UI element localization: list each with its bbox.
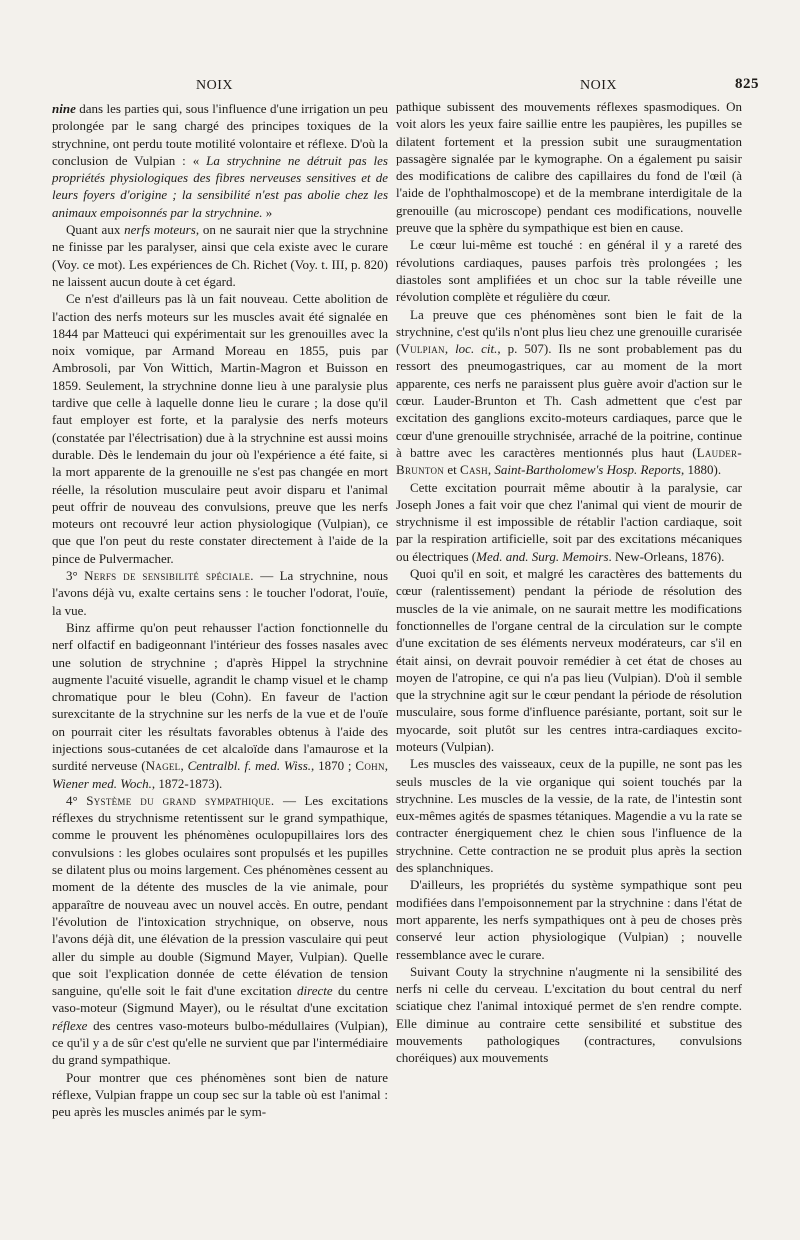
paragraph: Pour montrer que ces phénomènes sont bien de nature réflexe, Vulpian frappe un coup sec sur la table où est l'animal : peu après les muscles animés par le sym- bbox=[52, 1069, 388, 1120]
paragraph: Quant aux nerfs moteurs, on ne saurait nier que la strychnine ne finisse par les paralyser, ainsi que cela existe avec le curare (Voy. ce mot). Les expériences de Ch. Richet (Voy. t. III, p. 820) ne laissent aucun doute à cet égard. bbox=[52, 222, 389, 289]
paragraph: Quoi qu'il en soit, et malgré les caractères des battements du cœur (ralentissement) pendant la période de résolution des muscles de la vie animale, on ne saurait mettre les modifications fonctionnelles de l'organe central de la circulation sur le compte d'une excitation de ses éléments nerveux modérateurs, car s'il en était ainsi, on devrait pouvoir remédier à cet état de choses au moyen de l'atropine, ce qui n'a pas lieu (Vulpian). D'où il semble que la strychnine agit sur le cœur pendant la période de résolution musculaire, sous forme d'influence parésiante, portant, soit sur le myocarde, soit plutôt sur les centres intra-cardiaques excito-moteurs (Vulpian). bbox=[396, 566, 742, 754]
paragraph: Ce n'est d'ailleurs pas là un fait nouveau. Cette abolition de l'action des nerfs moteurs sur les muscles avait été signalée en 1844 par Matteuci qui expérimentait sur les grenouilles avec la noix vomique, par Armand Moreau en 1855, puis par Ambrosoli, par Von Wittich, Martin-Magron et Buisson en 1859. Seulement, la strychnine donne lieu à une paralysie plus tardive que celle à laquelle donne lieu le curare ; la dose qu'il faut employer est forte, et la paralysie des nerfs moteurs (constatée par l'électrisation) due à la strychnine est aussi moins durable. Dès le lendemain du jour où l'expérience a été faite, si la mort apparente de la grenouille ne s'est pas changée en mort réelle, la résolution musculaire peut avoir disparu et l'animal peut offrir de nouveau des convulsions, preuve que les nerfs moteurs ont recouvré leur action physiologique (Vulpian), ce que que l'on peut du reste constater directement à l'aide de la pince de Pulvermacher. bbox=[52, 291, 388, 566]
running-title-right: NOIX bbox=[580, 78, 617, 93]
paragraph: pathique subissent des mouvements réflexes spasmodiques. On voit alors les yeux faire saillie entre les paupières, les pupilles se dilatent fortement et la pression subit une suraugmentation passagère signalée par le kymographe. On a également pu saisir des modifications de calibre des capillaires du fond de l'œil (à l'aide de l'ophthalmoscope) et de la membrane interdigitale de la grenouille (au microscope) pendant ces modifications, nouvelle preuve que la sphère du sympathique est bien en cause. bbox=[396, 99, 742, 236]
page-number: 825 bbox=[735, 76, 759, 92]
running-title-left: NOIX bbox=[196, 78, 233, 93]
paragraph: Suivant Couty la strychnine n'augmente ni la sensibilité des nerfs ni celle du cerveau. L'excitation du bout central du nerf sciatique chez l'animal intoxiqué permet de s'en rendre compte. Elle diminue au contraire cette sensibilité et substitue des mouvements pathologiques (contractures, convulsions choréiques) aux mouvements bbox=[396, 963, 742, 1066]
paragraph: Cette excitation pourrait même aboutir à la paralysie, car Joseph Jones a fait voir que chez l'animal qui vient de mourir de strychnisme il est impossible de rétablir l'action cardiaque, soit par la respiration artificielle, soit par des excitations mécaniques ou électriques (Med. and. Surg. Memoirs. New-Orleans, 1876). bbox=[396, 479, 742, 564]
paragraph: nine dans les parties qui, sous l'influence d'une irrigation un peu prolongée par le sang chargé des principes toxiques de la strychnine, ont perdu toute motilité volontaire et réflexe. D'où la conclusion de Vulpian : « La strychnine ne détruit pas les propriétés physiologiques des fibres nerveuses sensitives et de leurs foyers d'origine ; la sensibilité n'est pas abolie chez les animaux empoisonnés par la strychnine. » bbox=[52, 101, 388, 220]
paragraph: 3° Nerfs de sensibilité spéciale. — La strychnine, nous l'avons déjà vu, exalte certains sens : le toucher l'odorat, l'ouïe, la vue. bbox=[52, 568, 388, 618]
paragraph: Le cœur lui-même est touché : en général il y a rareté des révolutions cardiaques, pauses parfois très prolongées ; les diastoles sont amplifiées et un choc sur la table réveille une révolution complète et régulière du cœur. bbox=[396, 237, 742, 305]
paragraph: D'ailleurs, les propriétés du système sympathique sont peu modifiées dans l'empoisonnement par la strychnine : dans l'état de mort apparente, les nerfs sympathiques ont à peu de choses près conservé leur action physiologique (Vulpian) ; nouvelle ressemblance avec le curare. bbox=[396, 877, 742, 962]
running-head bbox=[0, 78, 800, 100]
left-column bbox=[52, 100, 388, 1121]
paragraph: 4° Système du grand sympathique. — Les excitations réflexes du strychnisme retentissent sur le grand sympathique, comme le prouvent les phénomènes oculopupillaires lors des convulsions : les globes oculaires sont propulsés et les pupilles se dilatent plus ou moins largement. Ces phénomènes cessent au moment de la détente des muscles de la vie animale, pour apparaître de nouveau avec un nouvel accès. En outre, pendant l'évolution de l'intoxication strychnique, on observe, nous l'avons déjà dit, une élévation de la pression vasculaire qui peut aller du simple au double (Sigmund Mayer, Vulpian). Quelle que soit l'explication donnée de cette élévation de tension sanguine, qu'elle soit le fait d'une excitation directe du centre vaso-moteur (Sigmund Mayer), ou le résultat d'une excitation réflexe des centres vaso-moteurs bulbo-médullaires (Vulpian), ce qu'il y a de sûr c'est qu'elle ne survient que par l'intermédiaire du grand sympathique. bbox=[52, 792, 389, 1068]
right-column bbox=[396, 98, 742, 1067]
paragraph: Binz affirme qu'on peut rehausser l'action fonctionnelle du nerf olfactif en badigeonnant l'intérieur des fosses nasales avec une solution de strychnine ; d'après Hippel la strychnine augmente l'acuité visuelle, agrandit le champ visuel et le champ chromatique pour le bleu (Cohn). En faveur de l'action surexcitante de la strychnine sur les nerfs de la vue et de l'ouïe on pourrait citer les résultats favorables obtenus à l'aide des injections sous-cutanées de cet alcaloïde dans l'amaurose et la surdité nerveuse (Nagel, Centralbl. f. med. Wiss., 1870 ; Cohn, Wiener med. Woch., 1872-1873). bbox=[52, 619, 388, 791]
paragraph: Les muscles des vaisseaux, ceux de la pupille, ne sont pas les seuls muscles de la vie organique qui soient touchés par la strychnine. Les muscles de la vessie, de la rate, de l'intestin sont eux-mêmes agités de spasmes tétaniques. Magendie a vu la rate se contracter énergiquement chez le chien sous l'influence de la strychnine. Cette contraction ne se produit plus après la section des splanchniques. bbox=[396, 756, 742, 876]
paragraph: La preuve que ces phénomènes sont bien le fait de la strychnine, c'est qu'ils n'ont plus lieu chez une grenouille curarisée (Vulpian, loc. cit., p. 507). Ils ne sont probablement pas du ressort des pneumogastriques, car au moment de la mort apparente, ces nerfs ne paraissent plus guère avoir d'action sur le cœur. Lauder-Brunton et Th. Cash admettent que c'est par excitation des ganglions excito-moteurs cardiaques, parce que le cœur d'une grenouille strychnisée, arraché de la poitrine, continue à battre avec les caractères mentionnés plus haut (Lauder-Brunton et Cash, Saint-Bartholomew's Hosp. Reports, 1880). bbox=[396, 306, 742, 478]
